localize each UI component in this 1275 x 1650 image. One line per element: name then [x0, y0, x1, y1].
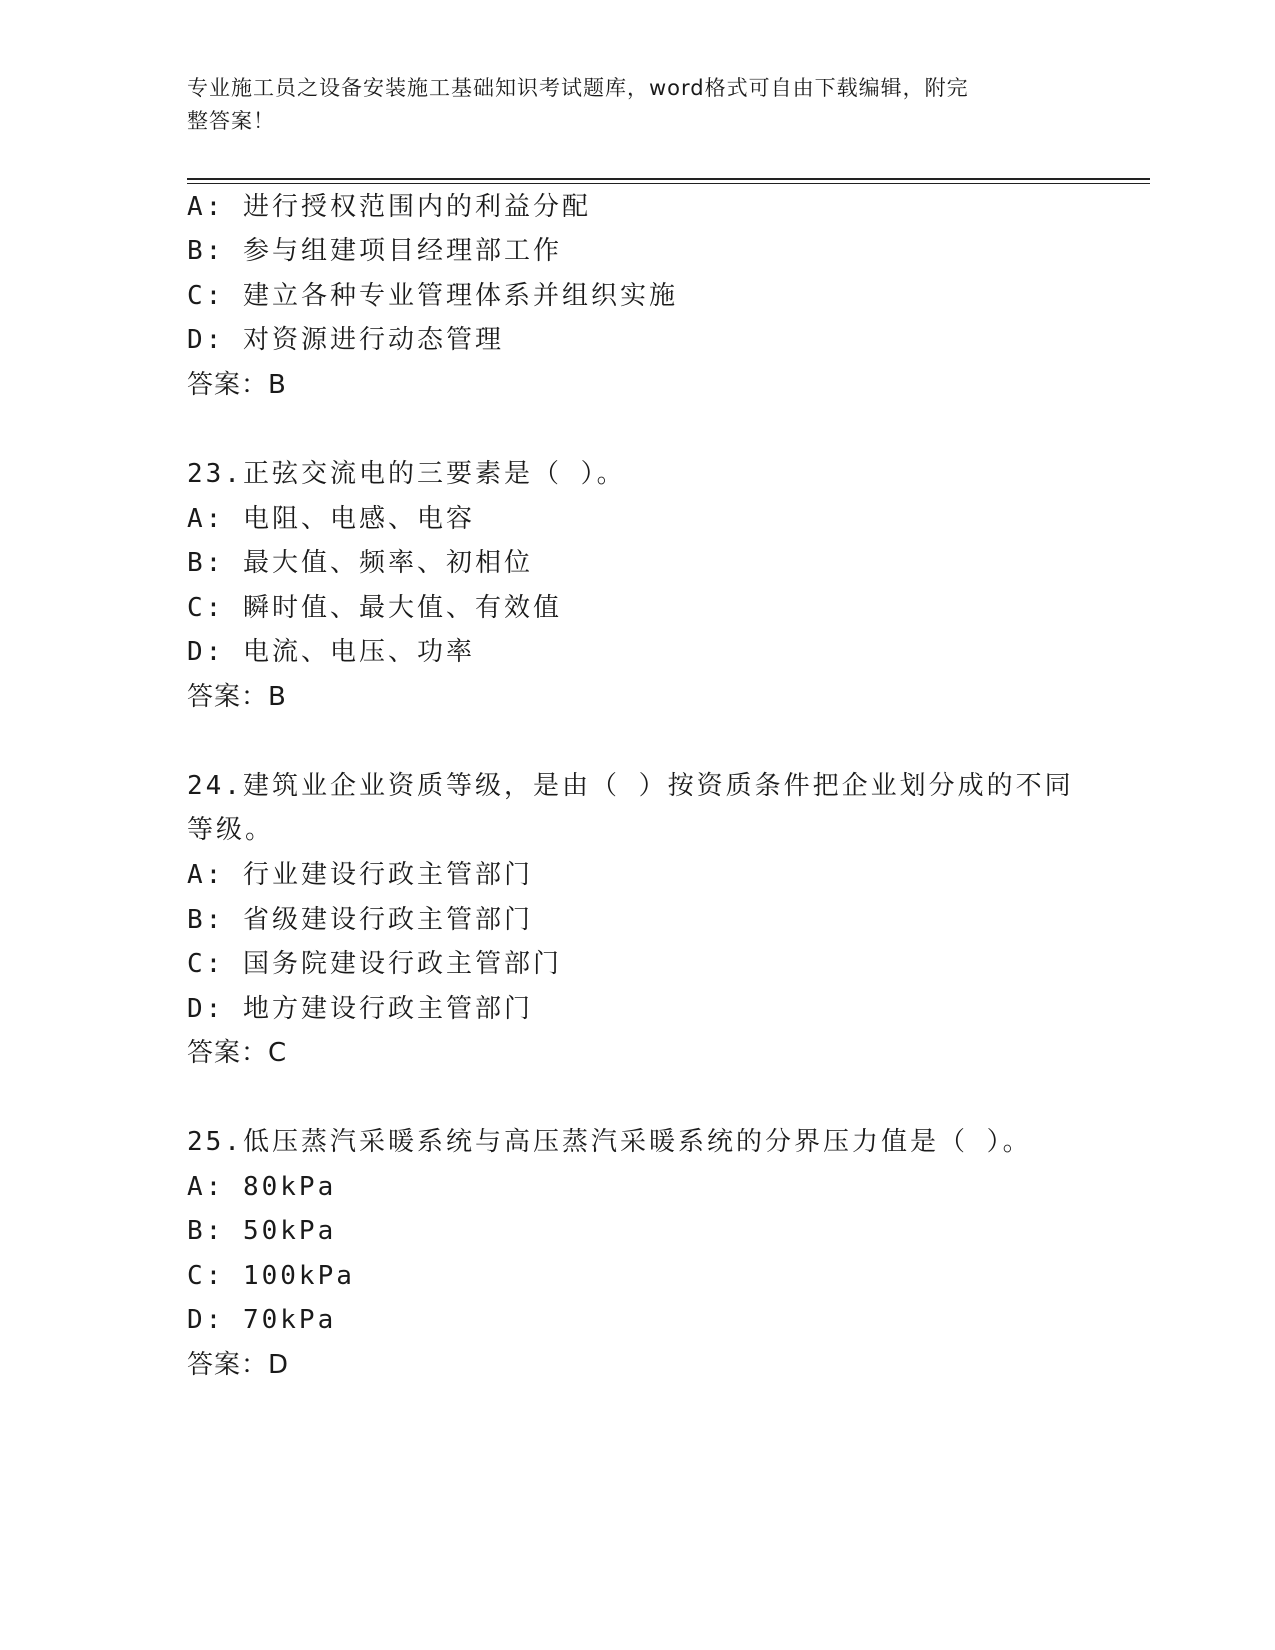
- header-rule-thick: [187, 178, 1150, 180]
- q23-option-d: D: 电流、电压、功率: [187, 637, 475, 667]
- q24-answer: 答案：C: [187, 1038, 288, 1068]
- q25-option-d: D: 70kPa: [187, 1305, 337, 1335]
- q22-option-c: C: 建立各种专业管理体系并组织实施: [187, 281, 678, 311]
- q24-stem-line-1: 24.建筑业企业资质等级，是由（ ）按资质条件把企业划分成的不同: [187, 771, 1074, 801]
- q25-option-b: B: 50kPa: [187, 1216, 337, 1246]
- q24-option-a: A: 行业建设行政主管部门: [187, 860, 533, 890]
- q24-option-c: C: 国务院建设行政主管部门: [187, 949, 562, 979]
- header-line-1: 专业施工员之设备安装施工基础知识考试题库，word格式可自由下载编辑，附完: [187, 76, 969, 100]
- q25-option-c: C: 100kPa: [187, 1261, 355, 1291]
- q22-option-b: B: 参与组建项目经理部工作: [187, 236, 562, 266]
- q25-option-a: A: 80kPa: [187, 1172, 337, 1202]
- header-line-2: 整答案！: [187, 109, 275, 133]
- document-header: [187, 72, 1067, 138]
- q24-option-d: D: 地方建设行政主管部门: [187, 994, 533, 1024]
- q23-stem: 23.正弦交流电的三要素是（ ）。: [187, 459, 626, 489]
- q23-option-c: C: 瞬时值、最大值、有效值: [187, 593, 562, 623]
- q23-option-a: A: 电阻、电感、电容: [187, 504, 475, 534]
- q25-answer: 答案：D: [187, 1350, 290, 1380]
- q24-option-b: B: 省级建设行政主管部门: [187, 905, 533, 935]
- q23-option-b: B: 最大值、频率、初相位: [187, 548, 533, 578]
- q25-stem: 25.低压蒸汽采暖系统与高压蒸汽采暖系统的分界压力值是（ ）。: [187, 1127, 1032, 1157]
- q23-answer: 答案：B: [187, 682, 287, 712]
- header-rule-thin: [187, 183, 1150, 184]
- q22-answer: 答案：B: [187, 370, 287, 400]
- q24-stem-line-2: 等级。: [187, 815, 275, 845]
- q22-option-a: A: 进行授权范围内的利益分配: [187, 192, 591, 222]
- q22-option-d: D: 对资源进行动态管理: [187, 325, 504, 355]
